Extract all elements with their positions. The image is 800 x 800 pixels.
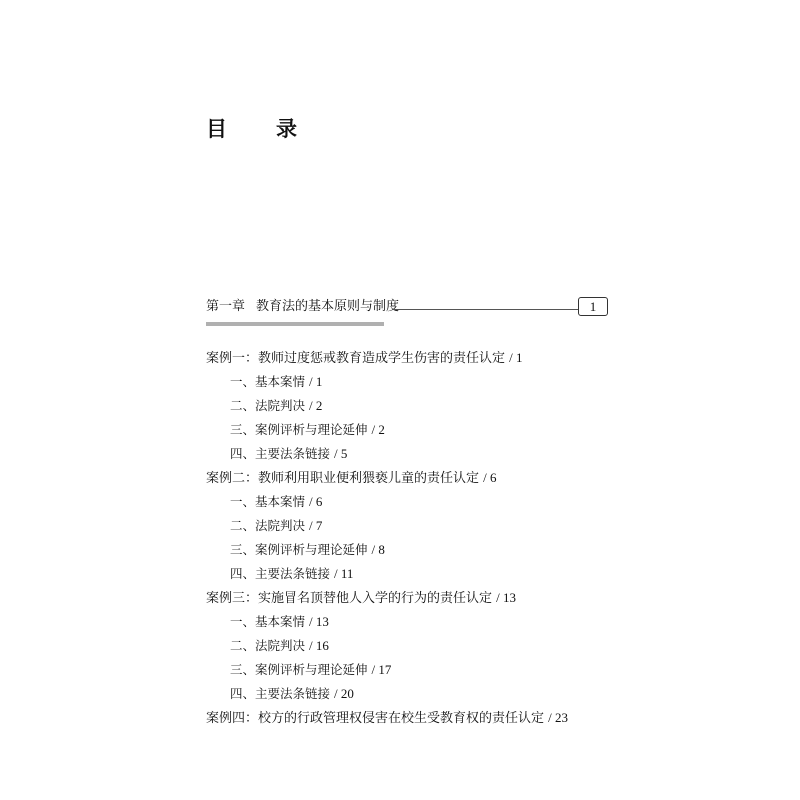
toc-subsection[interactable] [206, 418, 626, 442]
toc-subsection[interactable] [206, 442, 626, 466]
toc-entry-text: 三、案例评析与理论延伸 [230, 542, 368, 557]
toc-subsection[interactable] [206, 490, 626, 514]
toc-entry-text: 二、法院判决 [230, 638, 306, 653]
toc-page-number: / 16 [309, 638, 329, 653]
chapter-title [206, 298, 399, 316]
toc-case-1[interactable] [206, 346, 626, 370]
toc-subsection[interactable] [206, 562, 626, 586]
chapter-number: 第一章 [206, 299, 246, 314]
chapter-rule-line [392, 309, 578, 310]
chapter-page-box: 1 [578, 297, 608, 316]
toc-entry-text: 一、基本案情 [230, 614, 306, 629]
toc-subsection[interactable] [206, 394, 626, 418]
toc-entry-text: 四、主要法条链接 [230, 686, 331, 701]
toc-page-number: / 8 [371, 542, 385, 557]
toc-entry-text: 一、基本案情 [230, 494, 306, 509]
chapter-name: 教育法的基本原则与制度 [256, 299, 400, 314]
toc-page-number: / 17 [371, 662, 392, 677]
toc-subsection[interactable] [206, 682, 626, 706]
toc-page-number: / 11 [334, 566, 354, 581]
toc-page-number: / 6 [309, 494, 323, 509]
toc-entry-text: 案例一：教师过度惩戒教育造成学生伤害的责任认定 [206, 351, 506, 366]
toc-subsection[interactable] [206, 514, 626, 538]
toc-entry-text: 四、主要法条链接 [230, 446, 331, 461]
toc-page-number: / 6 [483, 470, 497, 485]
toc-entry-text: 二、法院判决 [230, 398, 306, 413]
toc-page-number: / 7 [309, 518, 323, 533]
chapter-heading[interactable] [206, 296, 608, 318]
toc-subsection[interactable] [206, 538, 626, 562]
toc-case-2[interactable] [206, 466, 626, 490]
page-title: 目 录 [206, 116, 311, 141]
toc-entry-text: 案例二：教师利用职业便利猥亵儿童的责任认定 [206, 471, 480, 486]
toc-subsection[interactable] [206, 610, 626, 634]
toc-entry-text: 案例四：校方的行政管理权侵害在校生受教育权的责任认定 [206, 711, 545, 726]
toc-page-number: / 23 [548, 710, 569, 725]
toc-page-number: / 20 [334, 686, 354, 701]
toc-page-number: / 5 [334, 446, 348, 461]
toc-entry-text: 四、主要法条链接 [230, 566, 331, 581]
chapter-underline-bar [206, 322, 384, 326]
toc-page-number: / 13 [309, 614, 329, 629]
toc-subsection[interactable] [206, 370, 626, 394]
toc-case-4[interactable] [206, 706, 626, 730]
toc-subsection[interactable] [206, 634, 626, 658]
toc-page-number: / 1 [509, 350, 523, 365]
toc-entry-text: 一、基本案情 [230, 374, 306, 389]
toc-page-number: / 2 [371, 422, 385, 437]
toc-case-3[interactable] [206, 586, 626, 610]
toc-list [206, 346, 626, 730]
toc-entry-text: 三、案例评析与理论延伸 [230, 422, 368, 437]
toc-page-number: / 1 [309, 374, 323, 389]
toc-page-number: / 13 [496, 590, 517, 605]
toc-entry-text: 二、法院判决 [230, 518, 306, 533]
toc-subsection[interactable] [206, 658, 626, 682]
toc-entry-text: 案例三：实施冒名顶替他人入学的行为的责任认定 [206, 591, 493, 606]
toc-entry-text: 三、案例评析与理论延伸 [230, 662, 368, 677]
toc-page-number: / 2 [309, 398, 323, 413]
